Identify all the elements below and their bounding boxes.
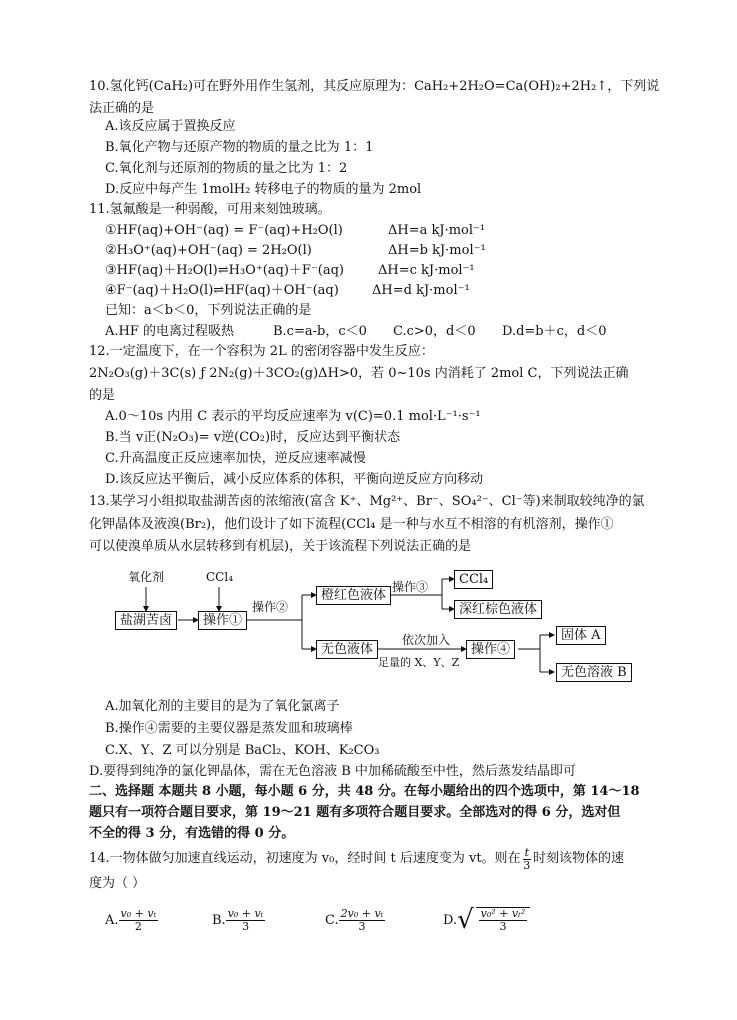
q12-stem: 12.一定温度下，在一个容积为 2L 的密闭容器中发生反应： <box>89 344 434 359</box>
flow-box-colorless-liquid: 无色液体 <box>316 640 378 659</box>
q11-option-d: D.d=b＋c，d＜0 <box>502 324 607 339</box>
flow-box-solution-b: 无色溶液 B <box>556 663 632 682</box>
flow-add-in-order-label: 依次加入 <box>402 633 451 647</box>
q14-stem-line1 <box>89 845 624 872</box>
q10-stem-line2: 法正确的是 <box>89 101 155 116</box>
q10-option-d: D.反应中每产生 1molH₂ 转移电子的物质的量为 2mol <box>105 182 422 197</box>
q10-option-c: C.氧化剂与还原剂的物质的量之比为 1：2 <box>105 161 348 176</box>
fraction-denominator: 3 <box>242 919 250 933</box>
q14-t-over-3-fraction <box>523 847 531 872</box>
square-root-icon: √ <box>457 905 474 935</box>
q11-reaction-3: ③HF(aq)＋H₂O(l)⇌H₃O⁺(aq)＋F⁻(aq) <box>105 263 345 278</box>
flow-box-brine: 盐湖苦卤 <box>115 611 177 630</box>
fraction-numerator: t <box>524 845 529 859</box>
flow-reagents-label: 足量的 X、Y、Z <box>378 656 460 669</box>
q13-stem-line3: 可以使溴单质从水层转移到有机层)，关于该流程下列说法正确的是 <box>89 539 472 554</box>
q13-stem-line2: 化钾晶体及液溴(Br₂)，他们设计了如下流程(CCl₄ 是一种与水互不相溶的有机溶剂，操作① <box>89 517 614 532</box>
q13-flowchart <box>0 565 737 685</box>
q12-option-a: A.0～10s 内用 C 表示的平均反应速率为 v(C)=0.1 mol·L⁻¹·s⁻¹ <box>105 409 481 424</box>
q14-option-b <box>212 902 265 938</box>
q10-option-b: B.氧化产物与还原产物的物质的量之比为 1：1 <box>105 140 374 155</box>
q11-dh-2: ΔH=b kJ·mol⁻¹ <box>388 243 486 258</box>
fraction-numerator: v₀ + vₜ <box>120 906 157 920</box>
q11-stem: 11.氢氟酸是一种弱酸，可用来刻蚀玻璃。 <box>89 202 331 217</box>
section2-instructions-line3: 不全的得 3 分，有选错的得 0 分。 <box>89 826 295 841</box>
flow-box-solid-a: 固体 A <box>556 626 606 645</box>
q13-option-a: A.加氧化剂的主要目的是为了氧化氯离子 <box>105 699 340 714</box>
flow-ccl4-input-label: CCl₄ <box>206 570 234 584</box>
flow-box-ccl4-output: CCl₄ <box>454 570 493 589</box>
q13-option-c: C.X、Y、Z 可以分别是 BaCl₂、KOH、K₂CO₃ <box>105 743 380 758</box>
option-label: C. <box>325 912 339 928</box>
q11-option-c: C.c>0，d＜0 <box>393 324 476 339</box>
fraction-denominator: 3 <box>499 920 507 933</box>
flow-box-op1: 操作① <box>198 611 247 630</box>
q11-reaction-4: ④F⁻(aq)＋H₂O(l)⇌HF(aq)＋OH⁻(aq) <box>105 283 339 298</box>
q11-reaction-1: ①HF(aq)+OH⁻(aq) = F⁻(aq)+H₂O(l) <box>105 223 343 238</box>
q13-option-d: D.要得到纯净的氯化钾晶体，需在无色溶液 B 中加稀硫酸至中性，然后蒸发结晶即可 <box>89 764 576 779</box>
q11-option-a: A.HF 的电离过程吸热 <box>105 324 235 339</box>
fraction-numerator: v₀² + vₜ² <box>480 907 526 920</box>
q12-option-d: D.该反应达平衡后，减小反应体系的体积，平衡向逆反应方向移动 <box>105 472 484 487</box>
flow-oxidant-label: 氧化剂 <box>128 570 165 584</box>
q14-option-d <box>443 902 530 938</box>
q14-option-a <box>105 902 158 938</box>
q11-reaction-2: ②H₃O⁺(aq)+OH⁻(aq) = 2H₂O(l) <box>105 243 312 258</box>
flow-op2-label: 操作② <box>252 600 289 614</box>
q11-option-b: B.c=a-b，c＜0 <box>273 324 367 339</box>
flow-box-deep-red-liquid: 深红棕色液体 <box>454 600 542 619</box>
flow-op3-label: 操作③ <box>392 580 429 594</box>
q12-equation-line: 2N₂O₃(g)＋3C(s) ƒ 2N₂(g)＋3CO₂(g)ΔH>0，若 0~10s 内消耗了 2mol C，下列说法正确 <box>89 366 629 381</box>
option-fraction <box>119 908 159 933</box>
q12-option-b: B.当 v正(N₂O₃)= v逆(CO₂)时，反应达到平衡状态 <box>105 430 401 445</box>
q11-dh-3: ΔH=c kJ·mol⁻¹ <box>378 263 475 278</box>
option-label: A. <box>105 912 119 928</box>
option-radicand <box>476 907 531 933</box>
q14-stem-part1: 14.一物体做匀加速直线运动，初速度为 v₀，经时间 t 后速度变为 vt。则在 <box>89 851 521 866</box>
section2-instructions-line2: 题只有一项符合题目要求，第 19～21 题有多项符合题目要求。全部选对的得 6 分，选对但 <box>89 805 621 820</box>
fraction-numerator: v₀ + vₜ <box>227 906 264 920</box>
fraction-denominator: 3 <box>358 919 366 933</box>
flow-box-orange-liquid: 橙红色液体 <box>316 586 391 605</box>
q14-options <box>105 902 725 938</box>
q12-stem-line3: 的是 <box>89 388 116 403</box>
fraction-denominator: 2 <box>134 919 142 933</box>
q10-stem-line1: 10.氢化钙(CaH₂)可在野外用作生氢剂，其反应原理为：CaH₂+2H₂O=Ca(OH)₂+2H₂↑，下列说 <box>89 79 660 94</box>
q14-stem-line2: 度为（ ） <box>89 876 146 891</box>
option-label: B. <box>212 912 226 928</box>
fraction-denominator: 3 <box>523 858 531 872</box>
q13-option-b: B.操作④需要的主要仪器是蒸发皿和玻璃棒 <box>105 721 353 736</box>
q12-option-c: C.升高温度正反应速率加快，逆反应速率减慢 <box>105 451 366 466</box>
option-fraction <box>226 908 266 933</box>
q14-option-c <box>325 902 385 938</box>
section2-instructions-line1: 二、选择题 本题共 8 小题，每小题 6 分，共 48 分。在每小题给出的四个选项中，第 14～18 <box>89 784 640 799</box>
flow-box-op4: 操作④ <box>466 640 515 659</box>
q13-stem-line1: 13.某学习小组拟取盐湖苦卤的浓缩液(富含 K⁺、Mg²⁺、Br⁻、SO₄²⁻、Cl⁻等)来制取较纯净的氯 <box>89 494 645 509</box>
option-fraction <box>339 908 386 933</box>
q10-option-a: A.该反应属于置换反应 <box>105 119 236 134</box>
q11-dh-1: ΔH=a kJ·mol⁻¹ <box>388 223 486 238</box>
option-label: D. <box>443 912 458 928</box>
fraction-numerator: 2v₀ + vₜ <box>340 906 384 920</box>
q11-dh-4: ΔH=d kJ·mol⁻¹ <box>372 283 470 298</box>
q14-stem-part2: 时刻该物体的速 <box>532 851 624 866</box>
option-fraction <box>479 908 528 933</box>
q11-known: 已知：a＜b＜0，下列说法正确的是 <box>105 303 312 318</box>
